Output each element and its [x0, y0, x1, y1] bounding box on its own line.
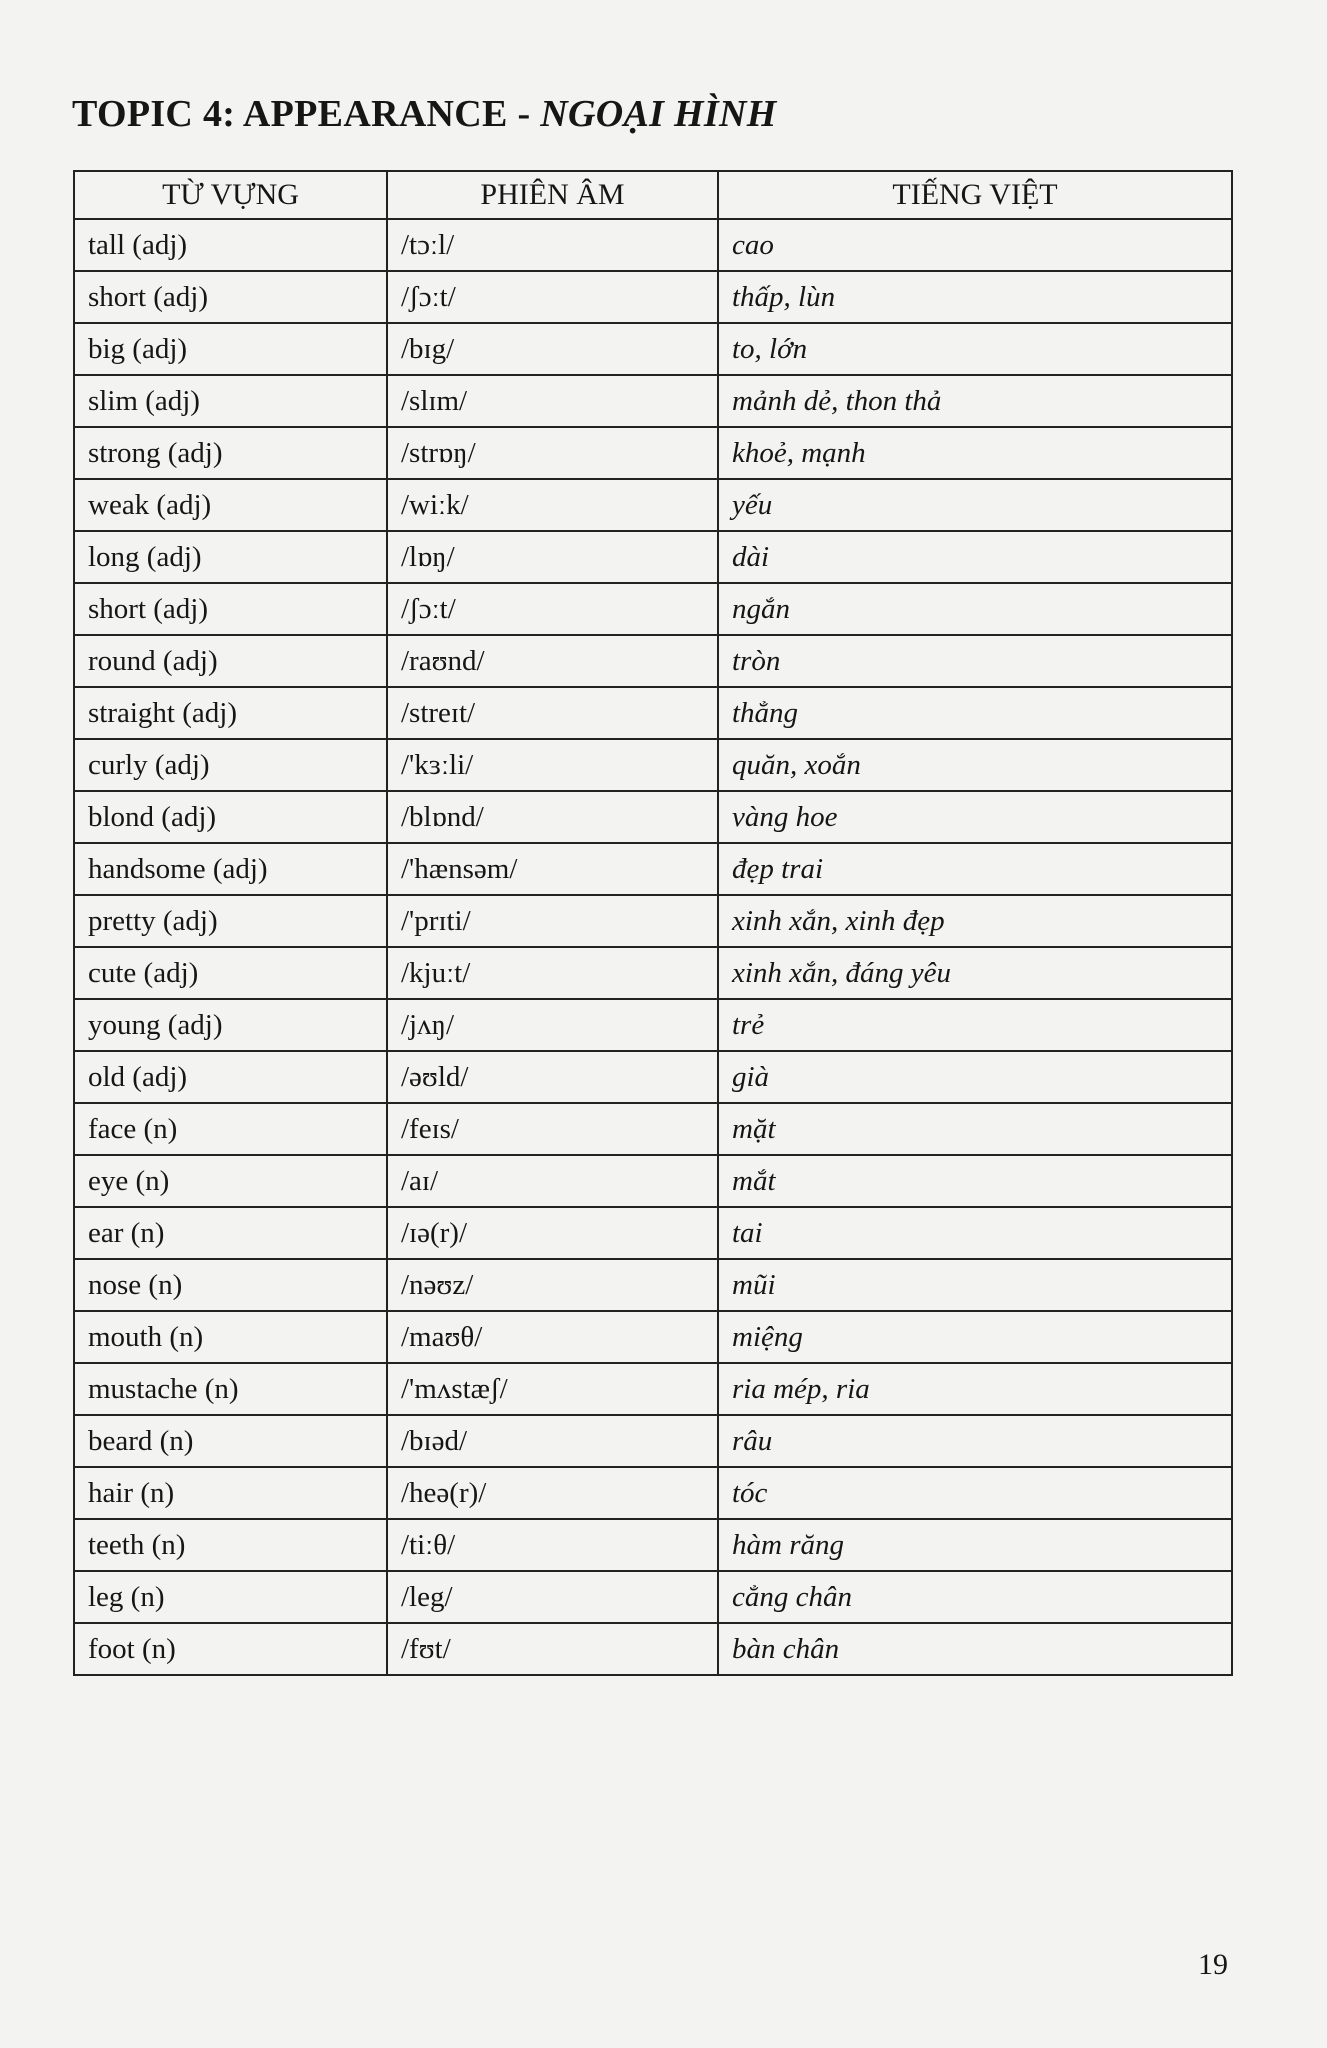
pronunciation: /'kɜːli/	[387, 739, 718, 791]
table-header-row	[74, 171, 1232, 219]
vocab-word: young (adj)	[74, 999, 387, 1051]
vocab-word: slim (adj)	[74, 375, 387, 427]
table-row	[74, 427, 1232, 479]
table-row	[74, 531, 1232, 583]
vocab-word: mouth (n)	[74, 1311, 387, 1363]
pronunciation: /'prɪti/	[387, 895, 718, 947]
pronunciation: /blɒnd/	[387, 791, 718, 843]
table-row	[74, 791, 1232, 843]
vietnamese-meaning: xinh xắn, xinh đẹp	[718, 895, 1232, 947]
pronunciation: /heə(r)/	[387, 1467, 718, 1519]
page-number: 19	[1198, 1948, 1228, 1981]
vocab-word: tall (adj)	[74, 219, 387, 271]
vocab-word: leg (n)	[74, 1571, 387, 1623]
vocab-word: beard (n)	[74, 1415, 387, 1467]
vietnamese-meaning: râu	[718, 1415, 1232, 1467]
vocab-word: cute (adj)	[74, 947, 387, 999]
table-row	[74, 1311, 1232, 1363]
pronunciation: /ʃɔːt/	[387, 271, 718, 323]
pronunciation: /slɪm/	[387, 375, 718, 427]
table-row	[74, 1623, 1232, 1675]
vocab-word: teeth (n)	[74, 1519, 387, 1571]
pronunciation: /aɪ/	[387, 1155, 718, 1207]
table-row	[74, 1051, 1232, 1103]
header-vocabulary: TỪ VỰNG	[74, 171, 387, 219]
vocab-word: short (adj)	[74, 271, 387, 323]
vietnamese-meaning: ria mép, ria	[718, 1363, 1232, 1415]
vietnamese-meaning: tròn	[718, 635, 1232, 687]
table-body	[74, 219, 1232, 1675]
pronunciation: /'mʌstæʃ/	[387, 1363, 718, 1415]
table-row	[74, 947, 1232, 999]
table-row	[74, 1103, 1232, 1155]
vietnamese-meaning: dài	[718, 531, 1232, 583]
vietnamese-meaning: to, lớn	[718, 323, 1232, 375]
vietnamese-meaning: quăn, xoắn	[718, 739, 1232, 791]
table-row	[74, 375, 1232, 427]
pronunciation: /bɪg/	[387, 323, 718, 375]
pronunciation: /kjuːt/	[387, 947, 718, 999]
vocab-word: straight (adj)	[74, 687, 387, 739]
vocab-word: nose (n)	[74, 1259, 387, 1311]
title-main: TOPIC 4: APPEARANCE -	[72, 93, 541, 135]
pronunciation: /jʌŋ/	[387, 999, 718, 1051]
vietnamese-meaning: cao	[718, 219, 1232, 271]
vietnamese-meaning: mặt	[718, 1103, 1232, 1155]
table-row	[74, 1519, 1232, 1571]
header-pronunciation: PHIÊN ÂM	[387, 171, 718, 219]
vietnamese-meaning: trẻ	[718, 999, 1232, 1051]
vocab-word: foot (n)	[74, 1623, 387, 1675]
vocabulary-table	[73, 170, 1233, 1676]
vocab-word: curly (adj)	[74, 739, 387, 791]
vietnamese-meaning: tóc	[718, 1467, 1232, 1519]
vietnamese-meaning: ngắn	[718, 583, 1232, 635]
vocab-word: old (adj)	[74, 1051, 387, 1103]
pronunciation: /raʊnd/	[387, 635, 718, 687]
table-row	[74, 323, 1232, 375]
pronunciation: /strɒŋ/	[387, 427, 718, 479]
table-row	[74, 1571, 1232, 1623]
vietnamese-meaning: đẹp trai	[718, 843, 1232, 895]
vietnamese-meaning: mắt	[718, 1155, 1232, 1207]
pronunciation: /tɔːl/	[387, 219, 718, 271]
table-row	[74, 687, 1232, 739]
pronunciation: /ʃɔːt/	[387, 583, 718, 635]
table-row	[74, 479, 1232, 531]
vietnamese-meaning: cẳng chân	[718, 1571, 1232, 1623]
title-vietnamese: NGOẠI HÌNH	[540, 93, 777, 135]
vietnamese-meaning: miệng	[718, 1311, 1232, 1363]
pronunciation: /feɪs/	[387, 1103, 718, 1155]
vocab-word: face (n)	[74, 1103, 387, 1155]
vocab-word: mustache (n)	[74, 1363, 387, 1415]
vocab-word: handsome (adj)	[74, 843, 387, 895]
pronunciation: /ɪə(r)/	[387, 1207, 718, 1259]
vietnamese-meaning: tai	[718, 1207, 1232, 1259]
vietnamese-meaning: bàn chân	[718, 1623, 1232, 1675]
vocab-word: round (adj)	[74, 635, 387, 687]
pronunciation: /tiːθ/	[387, 1519, 718, 1571]
vocab-word: weak (adj)	[74, 479, 387, 531]
table-row	[74, 1155, 1232, 1207]
vocab-word: pretty (adj)	[74, 895, 387, 947]
vietnamese-meaning: xinh xắn, đáng yêu	[718, 947, 1232, 999]
vietnamese-meaning: già	[718, 1051, 1232, 1103]
header-vietnamese: TIẾNG VIỆT	[718, 171, 1232, 219]
pronunciation: /əʊld/	[387, 1051, 718, 1103]
vocab-word: eye (n)	[74, 1155, 387, 1207]
table-row	[74, 219, 1232, 271]
table-row	[74, 739, 1232, 791]
table-row	[74, 1259, 1232, 1311]
vietnamese-meaning: mũi	[718, 1259, 1232, 1311]
vocab-word: hair (n)	[74, 1467, 387, 1519]
pronunciation: /fʊt/	[387, 1623, 718, 1675]
pronunciation: /bɪəd/	[387, 1415, 718, 1467]
table-row	[74, 271, 1232, 323]
vietnamese-meaning: thấp, lùn	[718, 271, 1232, 323]
vocab-word: ear (n)	[74, 1207, 387, 1259]
vietnamese-meaning: vàng hoe	[718, 791, 1232, 843]
table-row	[74, 1415, 1232, 1467]
table-row	[74, 1207, 1232, 1259]
vocab-word: strong (adj)	[74, 427, 387, 479]
table-row	[74, 1363, 1232, 1415]
table-row	[74, 999, 1232, 1051]
pronunciation: /maʊθ/	[387, 1311, 718, 1363]
pronunciation: /leg/	[387, 1571, 718, 1623]
pronunciation: /'hænsəm/	[387, 843, 718, 895]
pronunciation: /nəʊz/	[387, 1259, 718, 1311]
table-row	[74, 1467, 1232, 1519]
table-row	[74, 583, 1232, 635]
vietnamese-meaning: hàm răng	[718, 1519, 1232, 1571]
vietnamese-meaning: thẳng	[718, 687, 1232, 739]
vocab-word: big (adj)	[74, 323, 387, 375]
vocab-word: blond (adj)	[74, 791, 387, 843]
vietnamese-meaning: khoẻ, mạnh	[718, 427, 1232, 479]
vocab-word: short (adj)	[74, 583, 387, 635]
pronunciation: /wiːk/	[387, 479, 718, 531]
vietnamese-meaning: yếu	[718, 479, 1232, 531]
table-row	[74, 635, 1232, 687]
pronunciation: /streɪt/	[387, 687, 718, 739]
vocab-word: long (adj)	[74, 531, 387, 583]
table-row	[74, 895, 1232, 947]
pronunciation: /lɒŋ/	[387, 531, 718, 583]
vietnamese-meaning: mảnh dẻ, thon thả	[718, 375, 1232, 427]
table-row	[74, 843, 1232, 895]
page-title	[72, 92, 777, 136]
